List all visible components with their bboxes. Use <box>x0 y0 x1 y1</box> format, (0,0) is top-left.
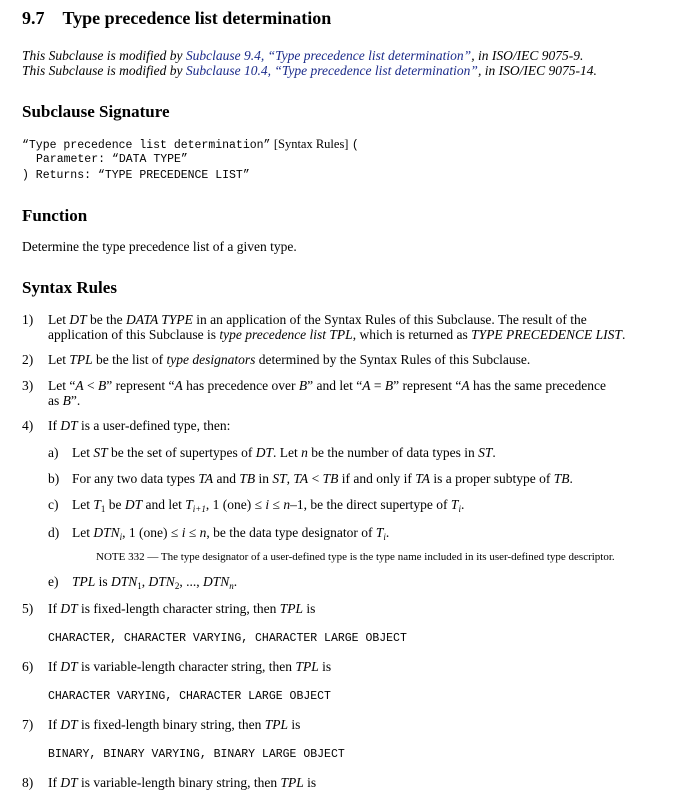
rule-number-7: 7) <box>22 717 34 732</box>
rule-1-line-1: Let DT be the DATA TYPE in an application of the Syntax Rules of this Subclause. The result of the <box>48 312 587 327</box>
signature-line-3: ) Returns: “TYPE PRECEDENCE LIST” <box>22 169 250 182</box>
rule-number-6: 6) <box>22 659 34 674</box>
section-number: 9.7 <box>22 8 45 28</box>
rule-number-2: 2) <box>22 352 34 367</box>
rule-8: If DT is variable-length binary string, then TPL is <box>48 775 317 790</box>
rule-5-code: CHARACTER, CHARACTER VARYING, CHARACTER LARGE OBJECT <box>48 632 407 645</box>
rule-3-line-1: Let “A < B” represent “A has precedence over B” and let “A = B” represent “A has the same precedence <box>48 378 607 393</box>
rule-4c: Let $T_1$ be DT and let $T_{i+1}$, 1 (one) ≤ i ≤ n–1, be the direct supertype of $T_i$. <box>72 497 465 514</box>
rule-number-1: 1) <box>22 312 34 327</box>
rule-number-8: 8) <box>22 775 34 790</box>
rule-4: If DT is a user-defined type, then: <box>48 418 231 433</box>
rule-5: If DT is fixed-length character string, then TPL is <box>48 601 316 616</box>
signature-heading: Subclause Signature <box>22 102 170 121</box>
note-332: NOTE 332 — The type designator of a user-defined type is the type name included in its user-defined type descriptor. <box>96 551 615 563</box>
section-heading <box>22 8 331 29</box>
rule-2: Let TPL be the list of type designators determined by the Syntax Rules of this Subclause. <box>48 352 531 367</box>
function-heading: Function <box>22 206 88 225</box>
rule-4b: For any two data types TA and TB in ST, TA < TB if and only if TA is a proper subtype of TB. <box>72 471 573 486</box>
rule-4a-number: a) <box>48 445 59 460</box>
rule-3-line-2: as B”. <box>48 393 81 408</box>
subclause-link-1[interactable]: Subclause 9.4, “Type precedence list determination” <box>185 48 472 63</box>
rule-7: If DT is fixed-length binary string, then TPL is <box>48 717 301 732</box>
rule-4c-number: c) <box>48 497 59 512</box>
rule-7-code: BINARY, BINARY VARYING, BINARY LARGE OBJECT <box>48 748 345 761</box>
function-text: Determine the type precedence list of a given type. <box>22 239 297 254</box>
modified-note-1: This Subclause is modified by Subclause 9.4, “Type precedence list determination”, in ISO/IEC 9075-9. <box>22 48 584 63</box>
section-title: Type precedence list determination <box>62 8 332 28</box>
rule-1-line-2: application of this Subclause is type precedence list TPL, which is returned as TYPE PRECEDENCE LIST. <box>48 327 626 342</box>
rule-4d-number: d) <box>48 525 60 540</box>
syntax-rules-heading: Syntax Rules <box>22 278 117 297</box>
rule-number-4: 4) <box>22 418 34 433</box>
rule-4a: Let ST be the set of supertypes of DT. Let n be the number of data types in ST. <box>72 445 496 460</box>
rule-4d: Let $DTN_i$, 1 (one) ≤ i ≤ n, be the data type designator of $T_i$. <box>72 525 390 542</box>
subclause-link-2[interactable]: Subclause 10.4, “Type precedence list determination” <box>185 63 478 78</box>
rule-4b-number: b) <box>48 471 60 486</box>
rule-4e-number: e) <box>48 574 59 589</box>
rule-4e: TPL is $DTN_1$, $DTN_2$, ..., $DTN_n$. <box>72 574 238 591</box>
rule-number-5: 5) <box>22 601 34 616</box>
signature-line-1: “Type precedence list determination” [Syntax Rules] ( <box>22 137 359 152</box>
rule-6: If DT is variable-length character string, then TPL is <box>48 659 332 674</box>
modified-note-2: This Subclause is modified by Subclause 10.4, “Type precedence list determination”, in ISO/IEC 9075-14. <box>22 63 597 78</box>
signature-line-2: Parameter: “DATA TYPE” <box>36 153 188 166</box>
rule-6-code: CHARACTER VARYING, CHARACTER LARGE OBJECT <box>48 690 331 703</box>
rule-number-3: 3) <box>22 378 34 393</box>
